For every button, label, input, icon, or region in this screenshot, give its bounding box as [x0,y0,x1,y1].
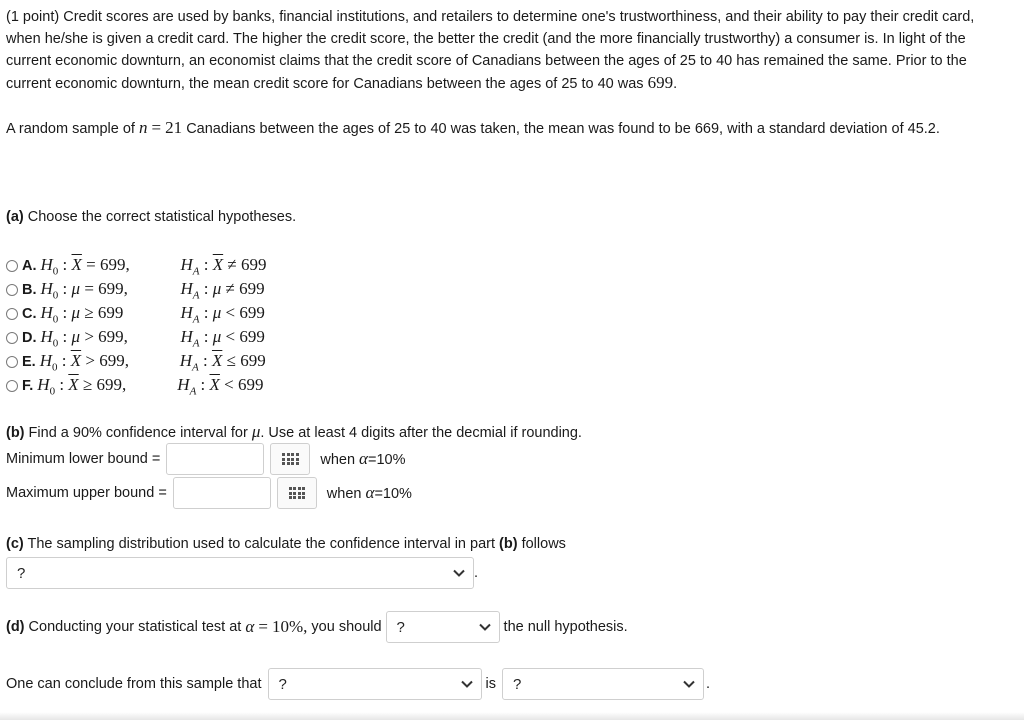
hypothesis-option[interactable] [6,278,265,302]
part-a-prompt [6,206,1000,228]
alternative-hypothesis: $H_A$ : $\overline{X} \ne 699$ [180,254,267,278]
lower-bound-input[interactable] [166,443,264,475]
alternative-hypothesis: $H_A$ : μ < 699 [180,302,265,326]
conclusion-prefix: One can conclude from this sample that [6,676,262,692]
conclusion-select-1[interactable] [268,668,482,700]
radio-button[interactable] [6,356,18,368]
null-hypothesis: $H_0$ : μ > 699, [40,326,128,350]
mu-symbol: μ [251,422,261,441]
conclusion-row [6,667,710,701]
part-c-prompt [6,533,1000,555]
part-d-alpha-val: 10%, [271,617,308,636]
equation-editor-button-lower[interactable] [270,443,310,475]
conclusion-mid: is [485,676,496,692]
part-d-eq: = [258,617,268,636]
part-d-text-post: the null hypothesis. [503,619,628,635]
hypothesis-option[interactable] [6,302,265,326]
radio-button[interactable] [6,308,18,320]
part-b-text-pre: Find a 90% confidence interval for [28,425,248,441]
part-a-text: Choose the correct statistical hypotheses. [27,209,297,225]
lower-when-label: when α=10% [320,449,406,468]
part-d-tag: (d) [6,619,25,635]
hypothesis-option[interactable] [6,254,266,278]
radio-button[interactable] [6,332,18,344]
distribution-select[interactable] [6,557,474,589]
alternative-hypothesis: $H_A$ : μ ≠ 699 [180,278,265,302]
sample-post: Canadians between the ages of 25 to 40 was taken, the mean was found to be 669, with a standard deviation of 45.2. [186,121,940,137]
n-eq: = [151,118,162,137]
points-label: (1 point) [6,9,60,25]
hypothesis-option[interactable] [6,374,264,398]
chevron-down-icon [461,680,473,688]
upper-bound-label: Maximum upper bound = [6,485,167,501]
distribution-selected: ? [17,564,26,582]
null-hypothesis: $H_0$ : $\overline{X} = 699$, [40,254,130,278]
part-b-prompt [6,421,1000,444]
part-c-text-pre: The sampling distribution used to calculate the confidence interval in part [27,536,496,552]
sample-description [6,117,1000,140]
part-d-row [6,610,628,644]
hypothesis-option[interactable] [6,350,266,374]
null-hypothesis: $H_0$ : $\overline{X} > 699$, [39,350,129,374]
lower-bound-label: Minimum lower bound = [6,451,161,467]
part-b-text-post: . Use at least 4 digits after the decmial if rounding. [260,425,582,441]
hypothesis-option[interactable] [6,326,265,350]
grid-icon [282,453,299,465]
option-label: B. [22,282,37,298]
bottom-fade [0,712,1024,720]
prior-mean: 699 [647,73,674,92]
chevron-down-icon [453,569,465,577]
intro-text: Credit scores are used by banks, financial institutions, and retailers to determine one's trustworthiness, and their ability to pay their credit card, when he/she is given a credit card. The higher the credit score, the better the credit (and the more financially trustworthy) a consumer is. In light of the current economic downturn, an economist claims that the credit score of Canadians between the ages of 25 to 40 has remained the same. Prior to the current economic downturn, the mean credit score for Canadians between the ages of 25 to 40 was [6,9,975,92]
null-hypothesis: $H_0$ : μ = 699, [40,278,128,302]
radio-button[interactable] [6,284,18,296]
n-symbol: n [139,118,148,137]
n-value: 21 [165,118,183,137]
chevron-down-icon [683,680,695,688]
equation-editor-button-upper[interactable] [277,477,317,509]
null-hypothesis: $H_0$ : $\overline{X} \ge 699$, [37,374,127,398]
conclusion-period: . [705,676,711,692]
part-d-alpha: α [245,617,255,636]
upper-bound-input[interactable] [173,477,271,509]
option-label: F. [22,378,34,394]
null-hypothesis: $H_0$ : μ ≥ 699 [40,302,124,326]
radio-button[interactable] [6,260,18,272]
alternative-hypothesis: $H_A$ : μ < 699 [180,326,265,350]
alternative-hypothesis: $H_A$ : $\overline{X} < 699$ [177,374,264,398]
upper-when-label: when α=10% [326,483,412,502]
grid-icon [289,487,306,499]
upper-bound-row [6,476,412,510]
radio-button[interactable] [6,380,18,392]
option-label: D. [22,330,37,346]
part-c-row [6,556,478,590]
conclusion-select-2[interactable] [502,668,704,700]
conclusion-select-1-value: ? [278,675,287,693]
problem-intro: (1 point) Credit scores are used by banks, financial institutions, and retailers to determine one's trustworthiness, and their ability to pay their credit card, when he/she is given a credit card. The higher the credit score, the better the credit (and the more financially trustworthy) a consumer is. In light of the current economic downturn, an economist claims that the credit score of Canadians between the ages of 25 to 40 has remained the same. Prior to the current economic downturn, the mean credit score for Canadians between the ages of 25 to 40 was 699. [6,9,975,92]
part-c-text-post: follows [521,536,566,552]
alternative-hypothesis: $H_A$ : $\overline{X} \le 699$ [179,350,266,374]
option-label: A. [22,258,37,274]
part-d-text-pre: Conducting your statistical test at [28,619,242,635]
option-label: E. [22,354,36,370]
part-d-text-mid: you should [311,619,382,635]
part-c-tag: (c) [6,536,24,552]
lower-bound-row [6,442,405,476]
decision-select[interactable] [386,611,500,643]
option-label: C. [22,306,37,322]
part-b-tag: (b) [6,425,25,441]
decision-selected: ? [396,618,405,636]
part-c-period: . [474,565,479,581]
chevron-down-icon [479,623,491,631]
part-a-tag: (a) [6,209,24,225]
sample-pre: A random sample of [6,121,135,137]
conclusion-select-2-value: ? [512,675,522,693]
part-c-ref: (b) [499,536,518,552]
